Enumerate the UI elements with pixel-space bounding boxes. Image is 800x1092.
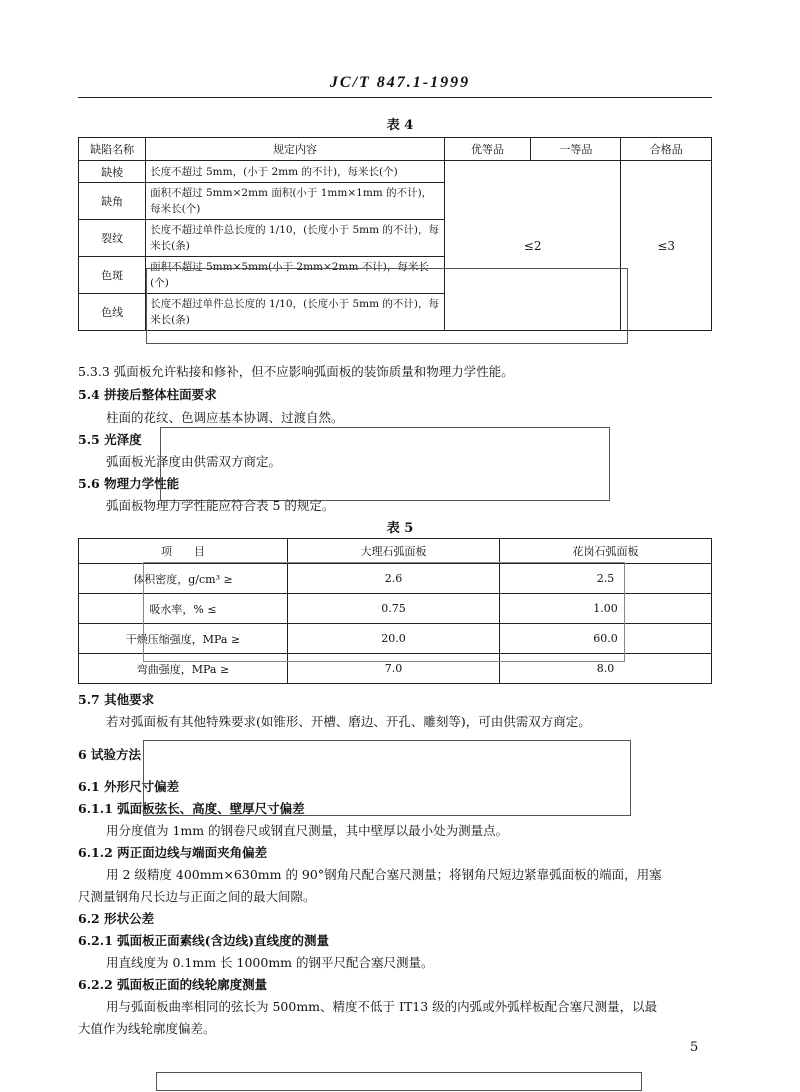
scan-outline-box bbox=[156, 1072, 642, 1091]
section-6-title: 6 试验方法 bbox=[78, 747, 142, 762]
table-header-row bbox=[79, 539, 712, 564]
clause-6-1-2-body-line-1: 用 2 级精度 400mm×630mm 的 90°钢角尺配合塞尺测量；将钢角尺短边紧靠弧面板的端面，用塞 bbox=[106, 867, 662, 882]
table-header-row bbox=[79, 138, 712, 161]
property-name: 弯曲强度，MPa ≥ bbox=[79, 654, 288, 684]
scan-outline-box bbox=[143, 740, 631, 816]
marble-value: 20.0 bbox=[288, 624, 500, 654]
defect-name: 裂纹 bbox=[79, 220, 146, 257]
defect-requirement: 面积不超过 5mm×5mm(小于 2mm×2mm 不计)，每米长(个) bbox=[146, 257, 445, 294]
defect-name: 色斑 bbox=[79, 257, 146, 294]
clause-6-1-2-body-line-2: 尺测量钢角尺长边与正面之间的最大间隙。 bbox=[78, 889, 316, 904]
page-number: 5 bbox=[690, 1040, 699, 1055]
scan-outline-box bbox=[160, 427, 610, 501]
property-name: 干燥压缩强度，MPa ≥ bbox=[79, 624, 288, 654]
clause-6-2-2-body-line-2: 大值作为线轮廓度偏差。 bbox=[78, 1021, 216, 1036]
column-header: 缺陷名称 bbox=[79, 138, 146, 161]
defect-name: 缺角 bbox=[79, 183, 146, 220]
table-row bbox=[79, 161, 712, 183]
header-rule bbox=[78, 97, 712, 98]
property-name: 吸水率，% ≤ bbox=[79, 594, 288, 624]
defect-name: 色线 bbox=[79, 294, 146, 331]
clause-6-1-1-body: 用分度值为 1mm 的钢卷尺或钢直尺测量，其中壁厚以最小处为测量点。 bbox=[106, 823, 509, 838]
column-header: 花岗石弧面板 bbox=[500, 539, 712, 564]
column-header: 项 目 bbox=[79, 539, 288, 564]
clause-5-7-body: 若对弧面板有其他特殊要求(如锥形、开槽、磨边、开孔、雕刻等)，可由供需双方商定。 bbox=[106, 714, 591, 729]
clause-6-2-1-body: 用直线度为 0.1mm 长 1000mm 的钢平尺配合塞尺测量。 bbox=[106, 955, 434, 970]
granite-value: 8.0 bbox=[500, 654, 712, 684]
clause-5-5-title: 5.5 光泽度 bbox=[78, 432, 142, 447]
scan-outline-box bbox=[146, 268, 628, 344]
grade-value-qualified: ≤3 bbox=[621, 161, 712, 331]
marble-value: 7.0 bbox=[288, 654, 500, 684]
clause-5-6-body: 弧面板物理力学性能应符合表 5 的规定。 bbox=[106, 498, 335, 513]
marble-value: 2.6 bbox=[288, 564, 500, 594]
column-header: 规定内容 bbox=[146, 138, 445, 161]
defect-name: 缺棱 bbox=[79, 161, 146, 183]
clause-5-4-body: 柱面的花纹、色调应基本协调、过渡自然。 bbox=[106, 410, 344, 425]
defect-requirement: 长度不超过单件总长度的 1/10，(长度小于 5mm 的不计)，每米长(条) bbox=[146, 294, 445, 331]
grade-value-premium-first: ≤2 bbox=[444, 161, 621, 331]
clause-5-7-title: 5.7 其他要求 bbox=[78, 692, 155, 707]
defect-requirement: 长度不超过单件总长度的 1/10，(长度小于 5mm 的不计)，每米长(条) bbox=[146, 220, 445, 257]
granite-value: 1.00 bbox=[500, 594, 712, 624]
clause-5-5-body: 弧面板光泽度由供需双方商定。 bbox=[106, 454, 282, 469]
clause-6-2-2-body-line-1: 用与弧面板曲率相同的弦长为 500mm、精度不低于 IT13 级的内弧或外弧样板配合塞尺测量，以最 bbox=[106, 999, 658, 1014]
defect-requirement: 面积不超过 5mm×2mm 面积(小于 1mm×1mm 的不计)，每米长(个) bbox=[146, 183, 445, 220]
column-header: 合格品 bbox=[621, 138, 712, 161]
table4-caption: 表 4 bbox=[386, 118, 414, 133]
column-header: 优等品 bbox=[444, 138, 530, 161]
clause-6-1-1-title: 6.1.1 弧面板弦长、高度、壁厚尺寸偏差 bbox=[78, 801, 305, 816]
table5-caption: 表 5 bbox=[386, 521, 414, 536]
granite-value: 2.5 bbox=[500, 564, 712, 594]
column-header: 一等品 bbox=[531, 138, 621, 161]
column-header: 大理石弧面板 bbox=[288, 539, 500, 564]
clause-5-6-title: 5.6 物理力学性能 bbox=[78, 476, 180, 491]
clause-5-3-3: 5.3.3 弧面板允许粘接和修补，但不应影响弧面板的装饰质量和物理力学性能。 bbox=[78, 364, 514, 379]
property-name: 体积密度，g/cm³ ≥ bbox=[79, 564, 288, 594]
standard-code: JC/T 847.1-1999 bbox=[329, 74, 471, 91]
marble-value: 0.75 bbox=[288, 594, 500, 624]
clause-5-4-title: 5.4 拼接后整体柱面要求 bbox=[78, 387, 217, 402]
clause-6-2-1-title: 6.2.1 弧面板正面素线(含边线)直线度的测量 bbox=[78, 933, 329, 948]
clause-6-2-2-title: 6.2.2 弧面板正面的线轮廓度测量 bbox=[78, 977, 268, 992]
clause-6-1-title: 6.1 外形尺寸偏差 bbox=[78, 779, 180, 794]
scan-outline-box bbox=[143, 562, 625, 662]
clause-6-2-title: 6.2 形状公差 bbox=[78, 911, 155, 926]
defect-requirement: 长度不超过 5mm，(小于 2mm 的不计)，每米长(个) bbox=[146, 161, 445, 183]
granite-value: 60.0 bbox=[500, 624, 712, 654]
clause-6-1-2-title: 6.1.2 两正面边线与端面夹角偏差 bbox=[78, 845, 268, 860]
